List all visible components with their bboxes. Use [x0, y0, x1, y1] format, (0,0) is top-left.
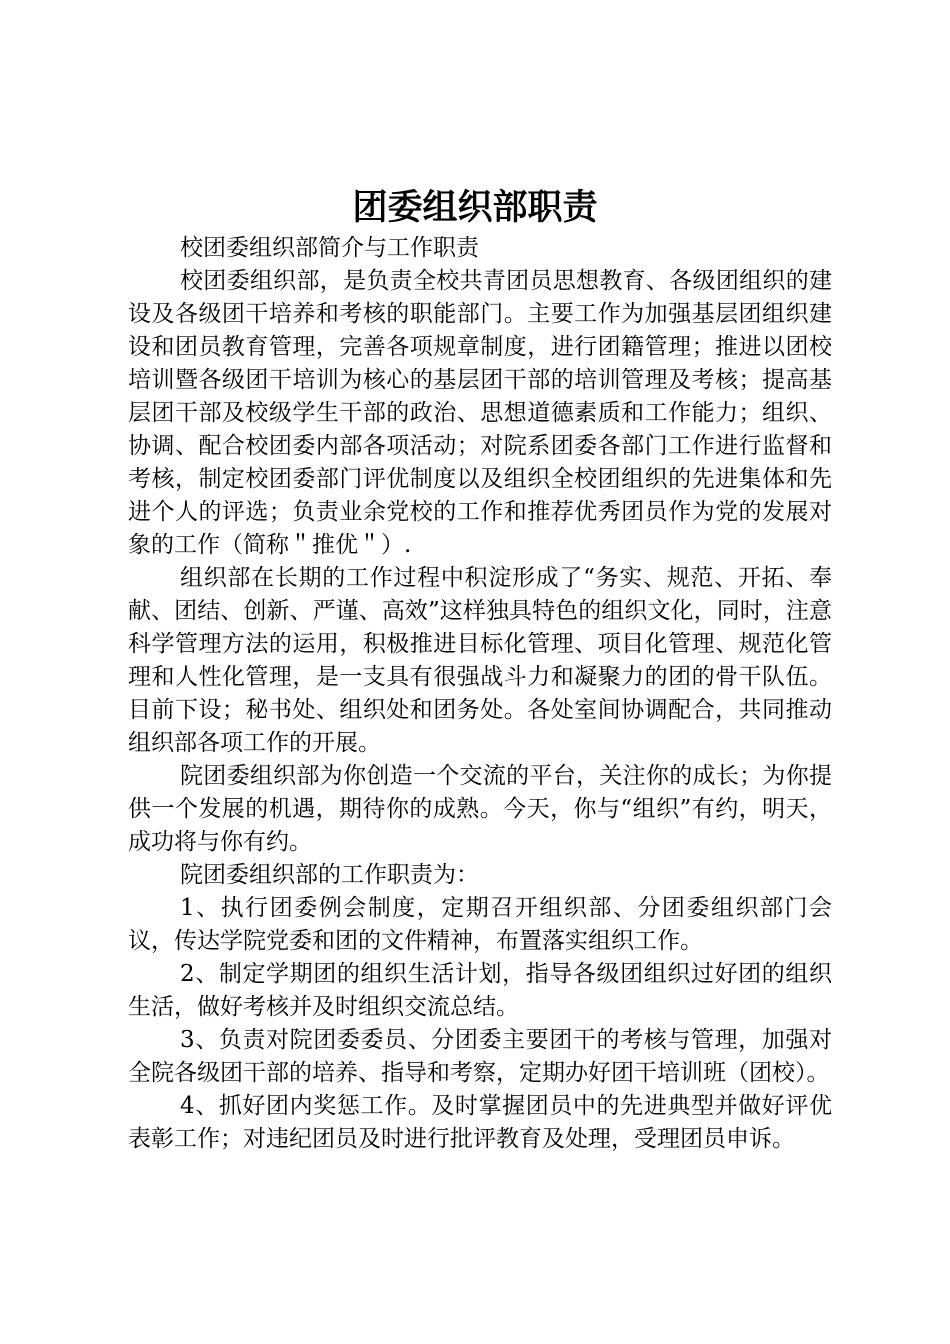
paragraph-duty-3: 3、负责对院团委委员、分团委主要团干的考核与管理，加强对全院各级团干部的培养、指导和考察，定期办好团干培训班（团校）。	[128, 1027, 832, 1086]
paragraph-department-culture: 组织部在长期的工作过程中积淀形成了“务实、规范、开拓、奉献、团结、创新、严谨、高效”这样独具特色的组织文化，同时，注意科学管理方法的运用，积极推进目标化管理、项目化管理、规范化管理和人性化管理，是一支具有很强战斗力和凝聚力的团的骨干队伍。目前下设；秘书处、组织处和团务处。各处室间协调配合，共同推动组织部各项工作的开展。	[128, 565, 832, 756]
paragraph-duty-4: 4、抓好团内奖惩工作。及时掌握团员中的先进典型并做好评优表彰工作；对违纪团员及时进行批评教育及处理，受理团员申诉。	[128, 1093, 832, 1152]
paragraph-intro-heading: 校团委组织部简介与工作职责	[180, 235, 479, 261]
paragraph-duty-1: 1、执行团委例会制度，定期召开组织部、分团委组织部门会议，传达学院党委和团的文件精神，布置落实组织工作。	[128, 895, 832, 954]
paragraph-department-overview: 校团委组织部，是负责全校共青团员思想教育、各级团组织的建设及各级团干培养和考核的职能部门。主要工作为加强基层团组织建设和团员教育管理，完善各项规章制度，进行团籍管理；推进以团校培训暨各级团干培训为核心的基层团干部的培训管理及考核；提高基层团干部及校级学生干部的政治、思想道德素质和工作能力；组织、协调、配合校团委内部各项活动；对院系团委各部门工作进行监督和考核，制定校团委部门评优制度以及组织全校团组织的先进集体和先进个人的评选；负责业余党校的工作和推荐优秀团员作为党的发展对象的工作（简称＂推优＂）.	[128, 268, 832, 558]
paragraph-duties-heading: 院团委组织部的工作职责为：	[180, 862, 479, 888]
document-title: 团委组织部职责	[352, 187, 598, 228]
document-body	[128, 232, 832, 1156]
paragraph-invitation: 院团委组织部为你创造一个交流的平台，关注你的成长；为你提供一个发展的机遇，期待你的成熟。今天，你与“组织”有约，明天，成功将与你有约。	[128, 763, 832, 855]
paragraph-duty-2: 2、制定学期团的组织生活计划，指导各级团组织过好团的组织生活，做好考核并及时组织交流总结。	[128, 961, 832, 1020]
